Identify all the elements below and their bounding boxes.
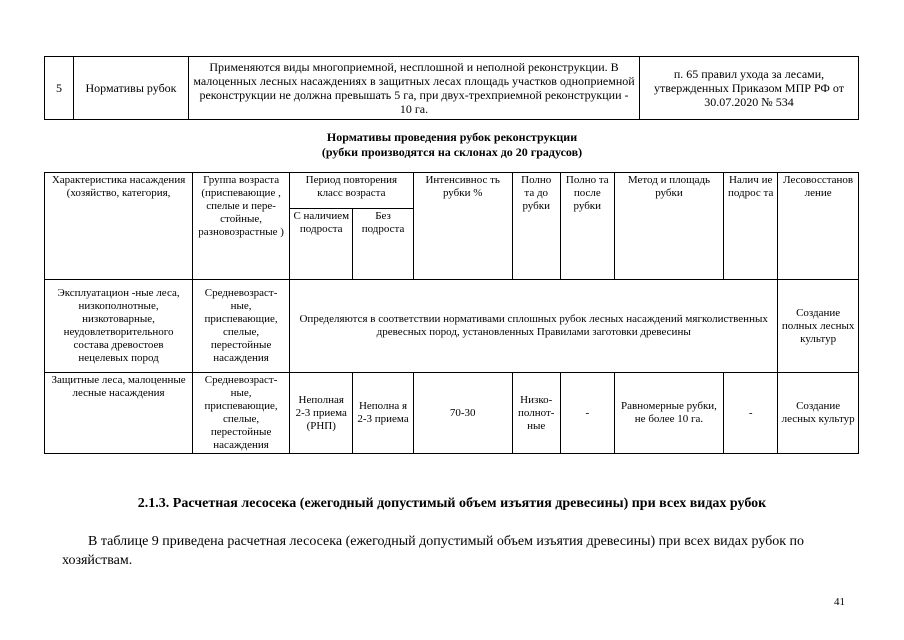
page-number: 41 [834,596,845,608]
header-completeness-before: Полно та до рубки [512,173,560,280]
cell-period-with: Неполная 2-3 приема (РНП) [290,373,353,454]
cell-completeness-after: - [560,373,614,454]
section-heading: 2.1.3. Расчетная лесосека (ежегодный допустимый объем изъятия древесины) при всех видах рубок [137,496,767,511]
cell-merged-note: Определяются в соответствии нормативами сплошных рубок лесных насаждений мягколиственных древесных пород, установленных Правилами заготовки древесины [290,280,778,373]
header-row [45,173,859,209]
cell-undergrowth: - [724,373,778,454]
header-period-with: С наличием подроста [290,209,353,280]
cell-characteristic: Эксплуатацион -ные леса, низкополнотные, низкотоварные, неудовлетворительного состава древостоев нецелевых пород [45,280,193,373]
table-row [45,280,859,373]
row-description: Применяются виды многоприемной, несплошной и неполной реконструкции. В малоценных лесных насаждениях в защитных лесах площадь участков одноприемной реконструкции не должна превышать 5 га, при двух-трехприемной реконструкции - 10 га. [189,57,640,120]
header-period-without: Без подроста [353,209,413,280]
cell-period-without: Неполна я 2-3 приема [353,373,413,454]
header-undergrowth: Налич ие подрос та [724,173,778,280]
body-paragraph: В таблице 9 приведена расчетная лесосека (ежегодный допустимый объем изъятия древесины) при всех видах рубок по хозяйствам. [62,534,805,568]
top-table [44,56,859,120]
cell-characteristic: Защитные леса, малоценные лесные насаждения [45,373,193,454]
cell-intensity: 70-30 [413,373,512,454]
header-age-group: Группа возраста (приспевающие , спелые и пере-стойные, разновозрастные ) [193,173,290,280]
cell-age-group: Средневозраст-ные, приспевающие, спелые, перестойные насаждения [193,280,290,373]
header-reforestation: Лесовосстанов ление [778,173,859,280]
row-reference: п. 65 правил ухода за лесами, утвержденных Приказом МПР РФ от 30.07.2020 № 534 [640,57,859,120]
header-completeness-after: Полно та после рубки [560,173,614,280]
cell-reforestation: Создание полных лесных культур [778,280,859,373]
norms-table [44,172,859,454]
cell-completeness-before: Низко-полнот-ные [512,373,560,454]
header-method: Метод и площадь рубки [614,173,723,280]
row-number: 5 [45,57,74,120]
cell-reforestation: Создание лесных культур [778,373,859,454]
header-period: Период повторения класс возраста [290,173,414,209]
cell-age-group: Средневозраст-ные, приспевающие, спелые, перестойные насаждения [193,373,290,454]
norms-subtitle: (рубки производятся на склонах до 20 градусов) [321,145,583,159]
cell-method: Равномерные рубки, не более 10 га. [614,373,723,454]
header-characteristic: Характеристика насаждения (хозяйство, категория, [45,173,193,280]
row-name: Нормативы рубок [74,57,189,120]
norms-title: Нормативы проведения рубок реконструкции [326,130,578,144]
table-row [45,373,859,454]
header-intensity: Интенсивнос ть рубки % [413,173,512,280]
table-row [45,57,859,120]
